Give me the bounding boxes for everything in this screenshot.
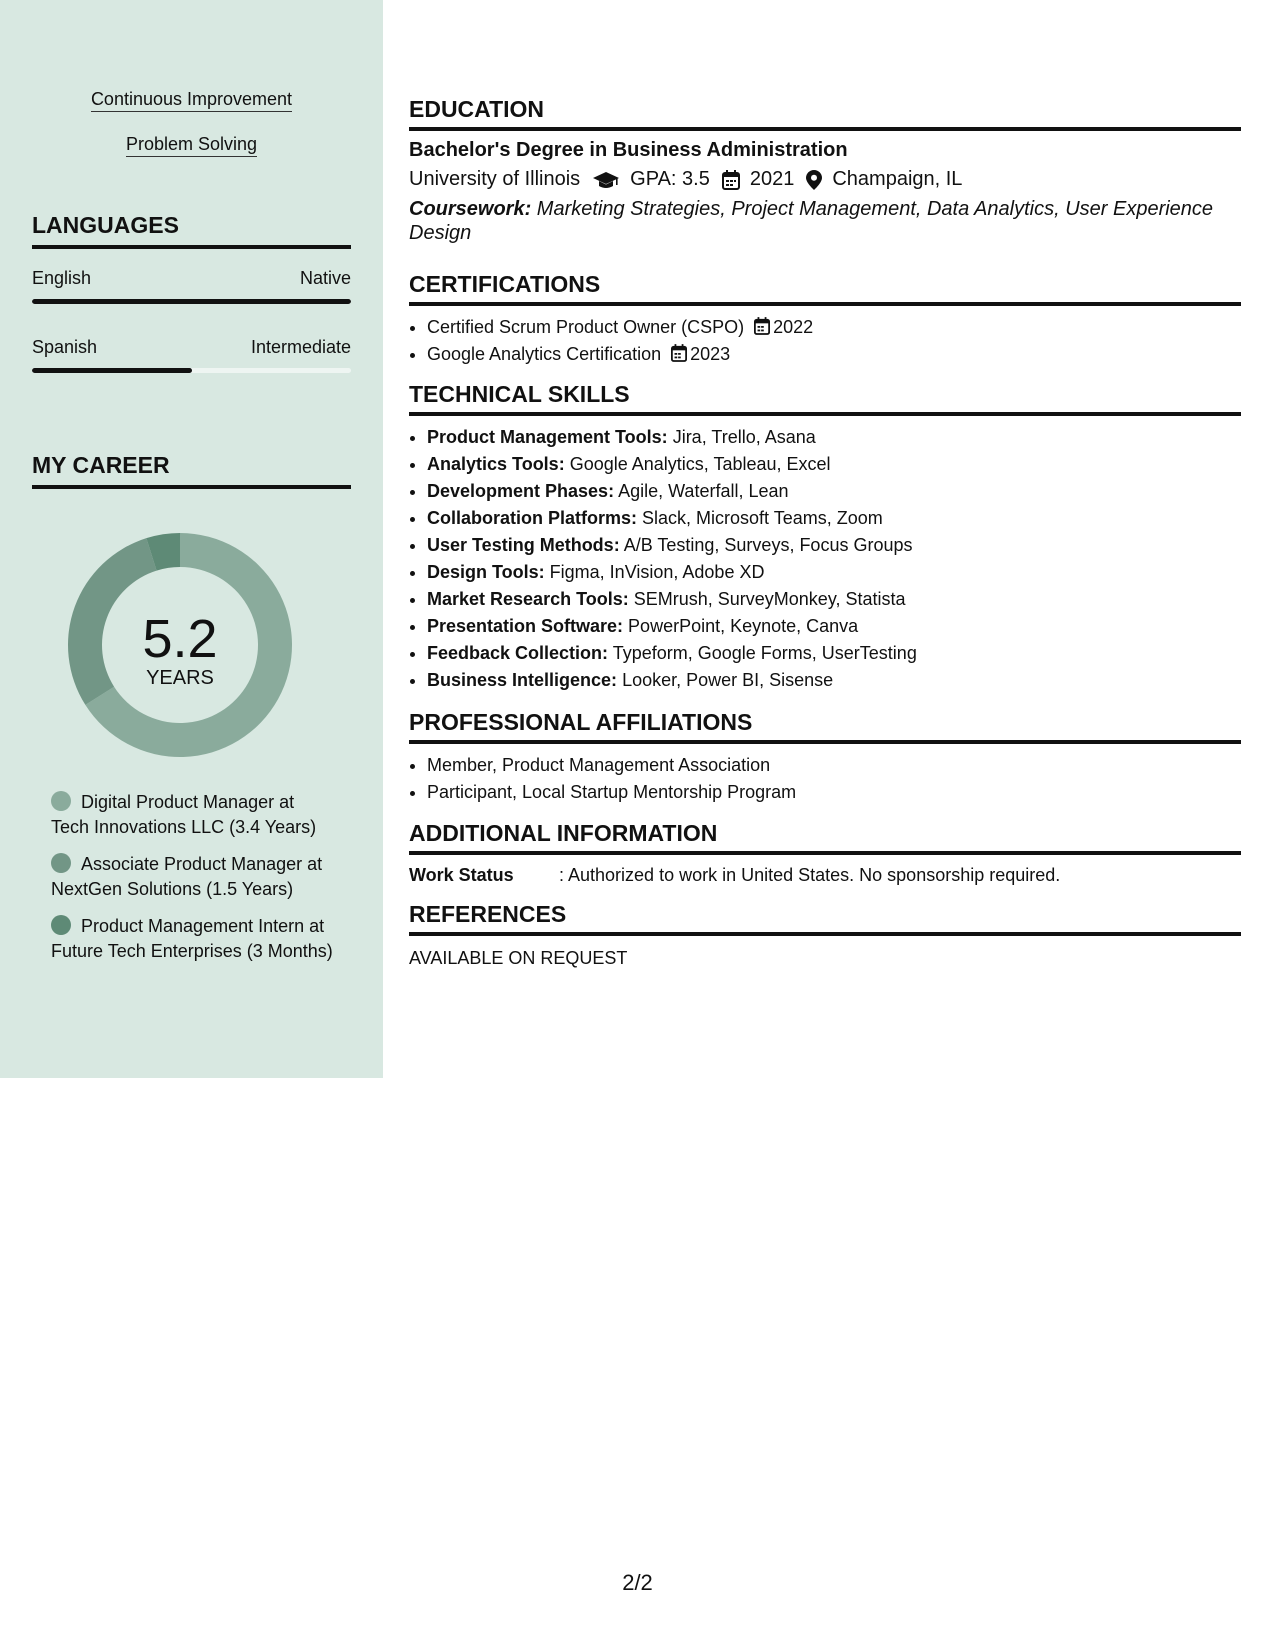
affiliations-section bbox=[409, 709, 1241, 806]
list-item bbox=[427, 640, 1241, 667]
skill-category: Presentation Software: bbox=[427, 616, 624, 636]
gpa: GPA: 3.5 bbox=[630, 168, 710, 190]
degree-title: Bachelor's Degree in Business Administration bbox=[409, 139, 848, 161]
graduation-year: 2021 bbox=[749, 168, 795, 190]
skill-values: Google Analytics, Tableau, Excel bbox=[564, 454, 831, 474]
skill-values: PowerPoint, Keynote, Canva bbox=[623, 616, 859, 636]
language-bar bbox=[32, 368, 351, 373]
section-title: CERTIFICATIONS bbox=[409, 271, 1241, 306]
school-location: Champaign, IL bbox=[832, 168, 963, 190]
sidebar bbox=[0, 0, 383, 1078]
language-row bbox=[32, 268, 351, 289]
skill-category: Design Tools: bbox=[427, 562, 545, 582]
language-name: Spanish bbox=[32, 337, 98, 357]
calendar-icon bbox=[671, 344, 687, 362]
legend-dot bbox=[51, 791, 71, 811]
section-title: EDUCATION bbox=[409, 96, 1241, 131]
career-total-unit: YEARS bbox=[146, 667, 214, 689]
list-item bbox=[427, 505, 1241, 532]
coursework-list: Marketing Strategies, Project Management, Data Analytics, User Experience Design bbox=[409, 198, 1214, 244]
skill-values: Looker, Power BI, Sisense bbox=[617, 670, 834, 690]
list-item bbox=[427, 478, 1241, 505]
work-status-row bbox=[409, 865, 1241, 886]
career-item-label: Associate Product Manager at NextGen Solutions (1.5 Years) bbox=[51, 854, 323, 899]
skill-category: Product Management Tools: bbox=[427, 427, 668, 447]
list-item bbox=[427, 613, 1241, 640]
list-item bbox=[427, 451, 1241, 478]
career-title: MY CAREER bbox=[32, 452, 351, 489]
language-level: Native bbox=[299, 268, 351, 288]
language-bar-fill bbox=[32, 368, 192, 373]
career-total-value: 5.2 bbox=[142, 609, 218, 669]
skill-category: Development Phases: bbox=[427, 481, 615, 501]
list-item bbox=[427, 559, 1241, 586]
skill-values: Typeform, Google Forms, UserTesting bbox=[608, 643, 917, 663]
location-pin-icon bbox=[806, 170, 822, 190]
skill-category: Collaboration Platforms: bbox=[427, 508, 638, 528]
list-item bbox=[427, 314, 1241, 341]
certification-year: 2022 bbox=[773, 317, 814, 337]
skill-values: Jira, Trello, Asana bbox=[667, 427, 816, 447]
skill-tag bbox=[0, 89, 383, 110]
section-title: TECHNICAL SKILLS bbox=[409, 381, 1241, 416]
education-details bbox=[409, 168, 1241, 191]
career-item bbox=[51, 790, 336, 840]
skill-values: A/B Testing, Surveys, Focus Groups bbox=[619, 535, 913, 555]
language-level: Intermediate bbox=[250, 337, 351, 357]
certification-name: Google Analytics Certification bbox=[427, 344, 662, 364]
references-section bbox=[409, 901, 1241, 969]
certifications-list bbox=[409, 314, 1241, 368]
skills-list bbox=[409, 424, 1241, 694]
skill-tag bbox=[0, 134, 383, 155]
skill-tag-label: Problem Solving bbox=[126, 134, 257, 157]
skill-category: Business Intelligence: bbox=[427, 670, 618, 690]
coursework bbox=[409, 197, 1241, 245]
section-title: REFERENCES bbox=[409, 901, 1241, 936]
references-text: AVAILABLE ON REQUEST bbox=[409, 948, 628, 968]
list-item bbox=[427, 667, 1241, 694]
page-number: 2/2 bbox=[622, 1570, 653, 1595]
language-bar-fill bbox=[32, 299, 351, 304]
skill-values: Figma, InVision, Adobe XD bbox=[544, 562, 765, 582]
legend-dot bbox=[51, 853, 71, 873]
certifications-section bbox=[409, 271, 1241, 368]
school-name: University of Illinois bbox=[409, 168, 581, 190]
legend-dot bbox=[51, 915, 71, 935]
skill-values: SEMrush, SurveyMonkey, Statista bbox=[628, 589, 906, 609]
language-bar bbox=[32, 299, 351, 304]
section-title: PROFESSIONAL AFFILIATIONS bbox=[409, 709, 1241, 744]
list-item bbox=[427, 586, 1241, 613]
career-item bbox=[51, 852, 336, 902]
certification-year: 2023 bbox=[690, 344, 731, 364]
skill-values: Slack, Microsoft Teams, Zoom bbox=[637, 508, 883, 528]
career-item bbox=[51, 914, 336, 964]
calendar-icon bbox=[754, 317, 770, 335]
affiliations-list bbox=[409, 752, 1241, 806]
education-section bbox=[409, 96, 1241, 245]
career-donut-chart bbox=[62, 527, 298, 763]
language-row bbox=[32, 337, 351, 358]
coursework-label: Coursework: bbox=[409, 198, 532, 220]
skill-category: Analytics Tools: bbox=[427, 454, 565, 474]
additional-info-section bbox=[409, 820, 1241, 886]
language-name: English bbox=[32, 268, 92, 288]
section-title: ADDITIONAL INFORMATION bbox=[409, 820, 1241, 855]
list-item: • Member, Product Management Association bbox=[427, 752, 1241, 779]
certification-name: Certified Scrum Product Owner (CSPO) bbox=[427, 317, 745, 337]
languages-title: LANGUAGES bbox=[32, 212, 351, 249]
technical-skills-section bbox=[409, 381, 1241, 694]
work-status-value: : Authorized to work in United States. No sponsorship required. bbox=[559, 865, 1061, 885]
skill-category: User Testing Methods: bbox=[427, 535, 620, 555]
career-item-label: Digital Product Manager at Tech Innovations LLC (3.4 Years) bbox=[51, 792, 317, 837]
list-item bbox=[427, 341, 1241, 368]
skill-category: Feedback Collection: bbox=[427, 643, 609, 663]
calendar-icon bbox=[722, 170, 740, 190]
skill-category: Market Research Tools: bbox=[427, 589, 629, 609]
list-item bbox=[427, 532, 1241, 559]
graduation-cap-icon bbox=[592, 170, 620, 190]
skill-values: Agile, Waterfall, Lean bbox=[614, 481, 789, 501]
list-item: • Participant, Local Startup Mentorship Program bbox=[427, 779, 1241, 806]
work-status-label: Work Status bbox=[409, 865, 514, 885]
career-item-label: Product Management Intern at Future Tech Enterprises (3 Months) bbox=[51, 916, 333, 961]
skill-tag-label: Continuous Improvement bbox=[91, 89, 292, 112]
list-item bbox=[427, 424, 1241, 451]
